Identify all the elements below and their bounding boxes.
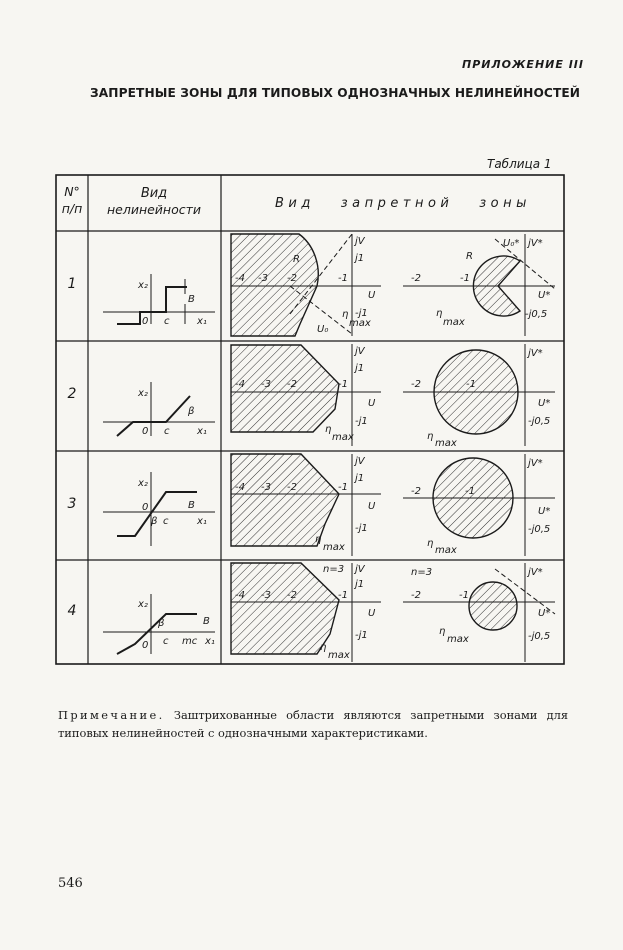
label-jv-star: jV*	[528, 238, 543, 249]
label-m1: -1	[338, 482, 348, 493]
label-n3: n=3	[411, 567, 433, 578]
label-jv: jV	[355, 564, 365, 575]
label-m3: -3	[261, 590, 271, 601]
label-x1: x₁	[197, 516, 207, 527]
label-max: max	[435, 545, 457, 556]
label-m1: -1	[459, 590, 469, 601]
label-mj05: -j0,5	[528, 524, 551, 535]
appendix-label: ПРИЛОЖЕНИЕ III	[462, 58, 584, 71]
label-eta: η	[342, 309, 349, 320]
label-m2: -2	[287, 482, 297, 493]
note-keyword: Примечание.	[58, 708, 165, 722]
label-origin: 0	[142, 426, 149, 437]
nonlinearity-graph	[103, 382, 215, 437]
label-u-star: U*	[538, 398, 551, 409]
zone-right	[403, 234, 555, 336]
header-zone: Вид запретной зоны	[275, 196, 531, 211]
label-c: c	[163, 636, 169, 647]
page-number: 546	[58, 876, 83, 891]
label-m1: -1	[465, 486, 475, 497]
label-beta: β	[151, 516, 158, 527]
label-jv: jV	[355, 236, 365, 247]
label-m3: -3	[261, 379, 271, 390]
label-mj1: -j1	[355, 308, 368, 319]
label-eta: η	[427, 538, 434, 549]
header-num-2: п/п	[61, 201, 83, 216]
label-m1: -1	[460, 273, 470, 284]
label-u: U	[368, 290, 376, 301]
label-jv-star: jV*	[528, 458, 543, 469]
zone-right	[403, 563, 555, 662]
label-c: c	[164, 426, 170, 437]
label-jv: jV	[355, 346, 365, 357]
label-u-star: U*	[538, 608, 551, 619]
label-m4: -4	[235, 273, 245, 284]
row-number: 4	[67, 603, 77, 619]
label-m3: -3	[261, 482, 271, 493]
label-x1: x₁	[197, 426, 207, 437]
label-max: max	[447, 634, 469, 645]
row-number: 2	[67, 386, 77, 402]
label-mj05: -j0,5	[528, 416, 551, 427]
label-max: max	[443, 317, 465, 328]
label-m4: -4	[235, 379, 245, 390]
label-m1: -1	[338, 273, 348, 284]
header-type-1: Вид	[140, 186, 168, 201]
page-title: ЗАПРЕТНЫЕ ЗОНЫ ДЛЯ ТИПОВЫХ ОДНОЗНАЧНЫХ НЕЛИНЕЙНОСТЕЙ	[90, 86, 581, 100]
label-m1: -1	[338, 379, 348, 390]
row-2	[68, 344, 555, 449]
header-num-1: N°	[64, 184, 80, 199]
label-m1: -1	[466, 379, 476, 390]
label-x1: x₁	[197, 316, 207, 327]
label-m2: -2	[411, 379, 421, 390]
label-r: R	[466, 251, 473, 262]
label-max: max	[323, 542, 345, 553]
label-m2: -2	[411, 486, 421, 497]
zone-right	[403, 454, 555, 556]
label-beta: β	[158, 618, 165, 629]
label-mj1: -j1	[355, 630, 368, 641]
label-m4: -4	[235, 482, 245, 493]
table-header	[62, 184, 531, 217]
label-mj1: -j1	[355, 416, 368, 427]
label-b: B	[188, 500, 195, 511]
label-j1: j1	[355, 253, 365, 264]
label-mc: mc	[182, 636, 198, 647]
note-text: Заштрихованные области являются запретными зонами для типовых нелинейностей с однозначными характеристиками.	[58, 708, 568, 740]
label-eta: η	[436, 308, 443, 319]
label-eta: η	[427, 431, 434, 442]
label-u: U	[368, 501, 376, 512]
nonlinearity-graph	[103, 594, 215, 654]
label-b: B	[203, 616, 210, 627]
label-m2: -2	[287, 379, 297, 390]
label-x2: x₂	[138, 388, 148, 399]
label-mj05: -j0,5	[528, 631, 551, 642]
label-b: B	[188, 294, 195, 305]
label-r: R	[293, 254, 300, 265]
label-u0: U₀	[317, 324, 329, 335]
label-m2: -2	[411, 590, 421, 601]
label-j1: j1	[355, 579, 365, 590]
label-m2: -2	[411, 273, 421, 284]
label-mj1: -j1	[355, 523, 368, 534]
label-j1: j1	[355, 363, 365, 374]
label-m1: -1	[338, 590, 348, 601]
header-type-2: нелинейности	[106, 202, 202, 217]
label-beta: β	[188, 406, 195, 417]
label-max: max	[328, 650, 350, 661]
label-origin: 0	[142, 640, 149, 651]
label-c: c	[164, 316, 170, 327]
row-number: 1	[67, 276, 77, 292]
label-c: c	[163, 516, 169, 527]
nonlinearity-graph	[103, 274, 215, 327]
row-number: 3	[67, 496, 77, 512]
row-3	[68, 454, 555, 556]
label-max: max	[349, 318, 371, 329]
zone-left	[231, 234, 381, 336]
label-n3: n=3	[323, 564, 345, 575]
label-origin: 0	[142, 502, 149, 513]
label-j1: j1	[355, 473, 365, 484]
label-u: U	[368, 398, 376, 409]
label-u-star: U*	[538, 506, 551, 517]
row-4	[68, 563, 555, 662]
label-u-star: U*	[538, 290, 551, 301]
row-1	[68, 234, 555, 336]
label-x2: x₂	[138, 280, 148, 291]
label-eta: η	[325, 424, 332, 435]
label-origin: 0	[142, 316, 149, 327]
table-caption: Таблица 1	[487, 157, 552, 171]
label-max: max	[332, 432, 354, 443]
label-x2: x₂	[138, 599, 148, 610]
footnote	[58, 706, 568, 742]
label-u0-star: U₀*	[503, 238, 520, 249]
label-eta: η	[439, 626, 446, 637]
label-u: U	[368, 608, 376, 619]
zone-left	[231, 563, 381, 662]
label-jv: jV	[355, 456, 365, 467]
forbidden-zones-table	[55, 174, 565, 665]
label-m2: -2	[287, 273, 297, 284]
zone-right	[403, 344, 555, 449]
zone-left	[231, 344, 381, 446]
label-eta: η	[315, 534, 322, 545]
label-eta: η	[320, 642, 327, 653]
label-max: max	[435, 438, 457, 449]
label-x1: x₁	[205, 636, 215, 647]
label-jv-star: jV*	[528, 567, 543, 578]
label-jv-star: jV*	[528, 348, 543, 359]
label-m2: -2	[287, 590, 297, 601]
label-m3: -3	[258, 273, 268, 284]
label-x2: x₂	[138, 478, 148, 489]
zone-left	[231, 454, 381, 556]
nonlinearity-graph	[103, 472, 215, 546]
label-m4: -4	[235, 590, 245, 601]
label-mj05: -j0,5	[525, 309, 548, 320]
